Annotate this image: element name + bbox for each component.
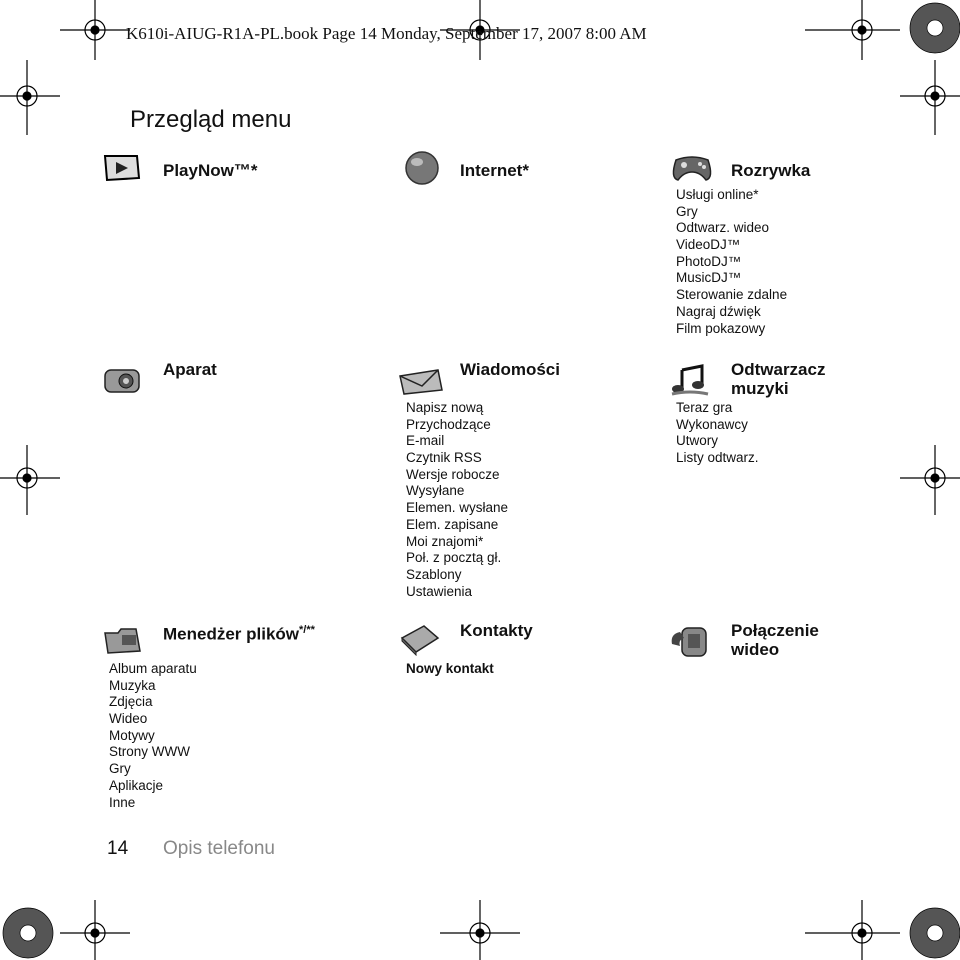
page-title: Przegląd menu <box>130 106 292 133</box>
folder-icon <box>102 625 146 655</box>
crosshair-icon <box>60 0 130 60</box>
video-call-icon <box>668 624 712 660</box>
section-title-internet[interactable]: Internet* <box>460 161 529 180</box>
starburst-icon <box>3 908 53 958</box>
list-item[interactable]: Wykonawcy <box>676 416 748 432</box>
crosshair-icon <box>805 0 900 60</box>
list-item[interactable]: Usługi online* <box>676 187 759 202</box>
section-title-rozrywka[interactable]: Rozrywka <box>731 161 811 180</box>
section-title-odtwarzacz[interactable] <box>731 360 825 398</box>
music-note-icon <box>668 364 712 398</box>
section-title-aparat[interactable]: Aparat <box>163 360 217 379</box>
list-item[interactable]: E-mail <box>406 433 445 449</box>
section-title-playnow[interactable]: PlayNow™* <box>163 161 258 180</box>
title-line: wideo <box>731 640 780 659</box>
gamepad-icon <box>670 152 714 184</box>
rozrywka-items <box>676 187 787 337</box>
crosshair-icon <box>900 60 960 135</box>
crosshair-icon <box>805 900 900 960</box>
title-line: Połączenie <box>731 621 819 640</box>
list-item[interactable]: Teraz gra <box>676 400 733 415</box>
starburst-icon <box>910 3 960 53</box>
list-item[interactable]: Zdjęcia <box>109 694 153 710</box>
list-item[interactable]: VideoDJ™ <box>676 237 741 253</box>
section-title-menedzer[interactable] <box>163 621 315 644</box>
title-line: Odtwarzacz <box>731 360 826 379</box>
list-item[interactable]: Nagraj dźwięk <box>676 303 761 319</box>
list-item[interactable]: Album aparatu <box>109 661 197 676</box>
wiadomosci-items <box>406 400 508 600</box>
section-title-polaczenie[interactable] <box>731 621 819 659</box>
list-item[interactable]: Gry <box>109 761 131 777</box>
list-item[interactable]: Wideo <box>109 711 148 727</box>
section-title-kontakty[interactable]: Kontakty <box>460 621 533 640</box>
list-item[interactable]: Sterowanie zdalne <box>676 287 788 303</box>
crosshair-icon <box>900 445 960 515</box>
list-item[interactable]: Listy odtwarz. <box>676 450 759 466</box>
list-item[interactable]: Inne <box>109 794 136 810</box>
list-item[interactable]: Elemen. wysłane <box>406 500 509 516</box>
list-item[interactable]: Film pokazowy <box>676 320 766 336</box>
odtwarzacz-items <box>676 400 759 467</box>
list-item[interactable]: Moi znajomi* <box>406 533 484 549</box>
list-item[interactable]: MusicDJ™ <box>676 270 742 286</box>
list-item[interactable]: Gry <box>676 203 698 219</box>
title-superscript: */** <box>299 624 315 636</box>
list-item[interactable]: Elem. zapisane <box>406 516 499 532</box>
starburst-icon <box>910 908 960 958</box>
list-item[interactable]: Poł. z pocztą gł. <box>406 550 502 566</box>
list-item[interactable]: Muzyka <box>109 677 156 693</box>
crosshair-icon <box>440 900 520 960</box>
print-header: K610i-AIUG-R1A-PL.book Page 14 Monday, September 17, 2007 8:00 AM <box>126 24 647 43</box>
crosshair-icon <box>0 60 60 135</box>
page-number: 14 <box>107 838 129 859</box>
list-item[interactable]: Aplikacje <box>109 777 164 793</box>
list-item[interactable]: Ustawienia <box>406 583 473 599</box>
crosshair-icon <box>60 900 130 960</box>
section-label: Opis telefonu <box>163 838 275 859</box>
envelope-icon <box>398 368 444 396</box>
list-item[interactable]: Szablony <box>406 566 462 582</box>
list-item[interactable]: Odtwarz. wideo <box>676 220 770 236</box>
list-item[interactable]: Wysyłane <box>406 483 465 499</box>
section-title-wiadomosci[interactable]: Wiadomości <box>460 360 560 379</box>
list-item[interactable]: Wersje robocze <box>406 466 500 482</box>
crosshair-icon <box>0 445 60 515</box>
list-item[interactable]: Przychodzące <box>406 416 491 432</box>
list-item[interactable]: Motywy <box>109 727 155 743</box>
play-icon <box>102 153 142 183</box>
address-book-icon <box>398 624 442 656</box>
kontakty-items <box>406 661 494 678</box>
title-line: muzyki <box>731 379 789 398</box>
list-item[interactable]: Strony WWW <box>109 744 190 760</box>
menedzer-items <box>109 661 197 811</box>
title-text: Menedżer plików <box>163 624 300 644</box>
list-item[interactable]: PhotoDJ™ <box>676 253 742 269</box>
list-item[interactable]: Napisz nową <box>406 400 484 415</box>
list-item[interactable]: Utwory <box>676 433 719 449</box>
list-item[interactable]: Nowy kontakt <box>406 661 494 676</box>
camera-icon <box>102 364 142 396</box>
list-item[interactable]: Czytnik RSS <box>406 450 482 466</box>
globe-icon <box>404 150 440 186</box>
